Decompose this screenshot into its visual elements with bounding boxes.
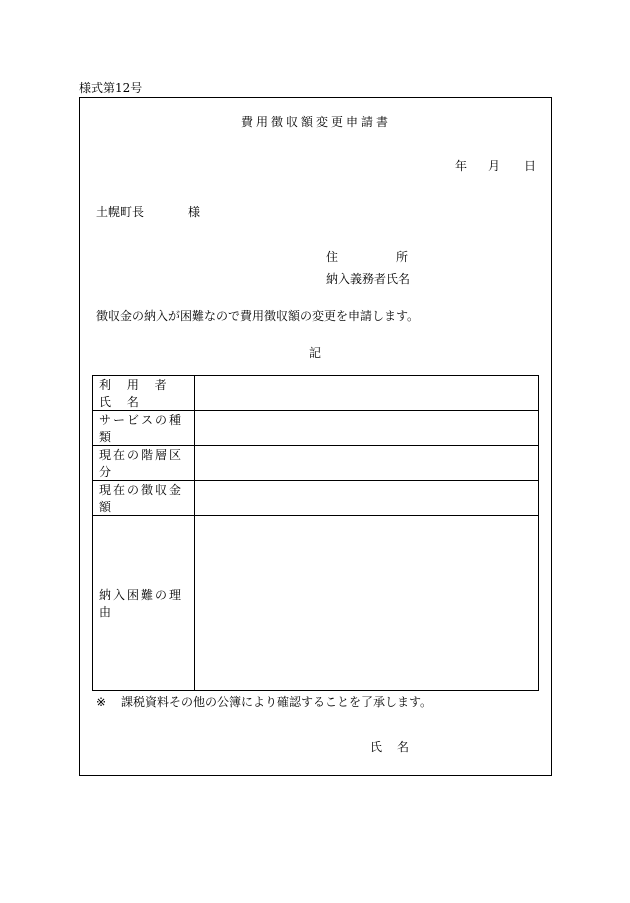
current-tier-field[interactable] [195,446,539,481]
info-table [92,375,539,691]
request-text: 徴収金の納入が困難なので費用徴収額の変更を申請します。 [96,309,420,323]
date-year-label: 年 [455,159,468,173]
addressee-name: 土幌町長 [96,205,145,219]
consent-mark: ※ [96,695,107,709]
address-label-1: 住 [326,250,339,264]
signature-label-2: 名 [397,740,410,754]
service-type-label: サービスの種類 [93,411,195,446]
date-day-label: 日 [524,159,537,173]
addressee-honorific: 様 [188,205,201,219]
table-row [93,481,539,516]
hardship-reason-label: 納入困難の理由 [93,516,195,691]
user-name-field[interactable] [195,376,539,411]
signature-label-1: 氏 [370,740,383,754]
current-tier-label: 現在の階層区分 [93,446,195,481]
table-row [93,446,539,481]
user-name-label: 利 用 者 氏 名 [93,376,195,411]
current-amount-field[interactable] [195,481,539,516]
payer-name-label: 納入義務者氏名 [326,272,411,286]
form-title: 費用徴収額変更申請書 [241,115,392,129]
table-row [93,516,539,691]
service-type-field[interactable] [195,411,539,446]
hardship-reason-field[interactable] [195,516,539,691]
current-amount-label: 現在の徴収金額 [93,481,195,516]
table-row [93,376,539,411]
date-month-label: 月 [488,159,501,173]
consent-text: 課税資料その他の公簿により確認することを了承します。 [121,695,433,709]
address-label-2: 所 [396,250,409,264]
ki-heading: 記 [309,346,322,360]
table-row [93,411,539,446]
form-number: 様式第12号 [79,81,143,95]
